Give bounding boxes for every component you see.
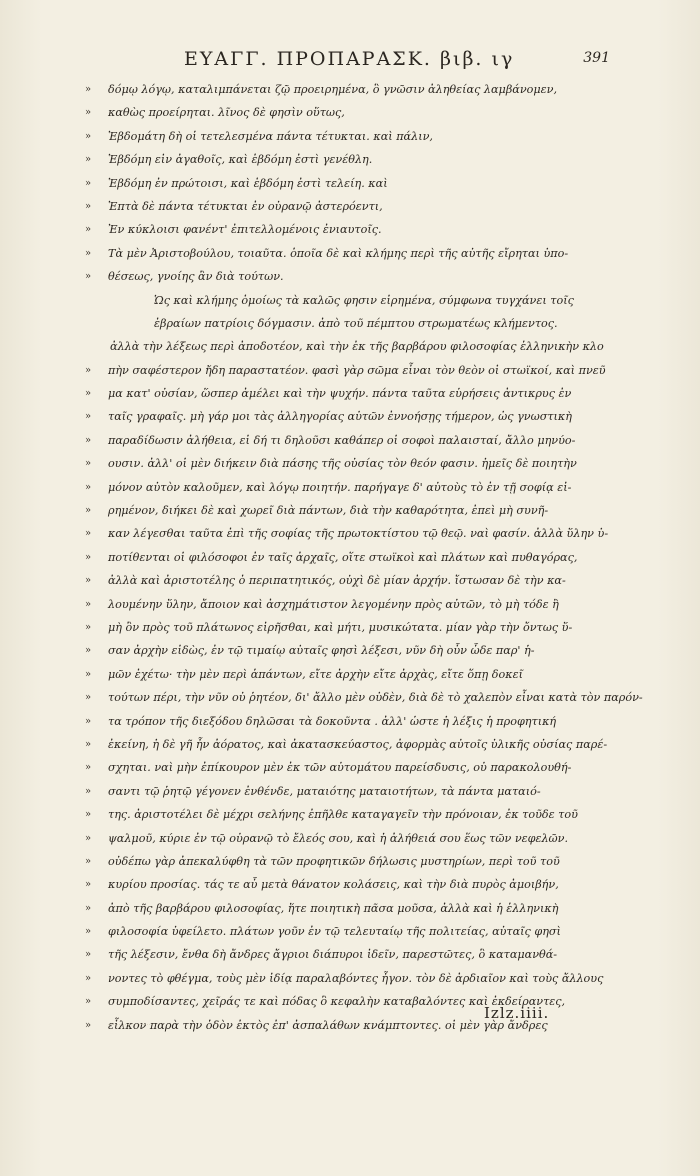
line-text: μα κατ' οὐσίαν, ὥσπερ ἀμέλει καὶ τὴν ψυχήν. πάντα ταῦτα εὑρήσεις ἀντικρυς ἐν	[108, 387, 572, 401]
text-line	[86, 756, 604, 779]
quotation-mark: »	[85, 271, 92, 283]
quotation-mark: »	[85, 598, 92, 610]
text-line	[86, 710, 604, 733]
line-text: τῆς λέξεσιν, ἔνθα δὴ ἄνδρες ἄγριοι διάπυροι ἰδεῖν, παρεστῶτες, ὃ καταμανθά-	[108, 948, 558, 962]
text-line	[86, 920, 604, 943]
line-text: παραδίδωσιν ἀλήθεια, εἰ δή τι δηλοῦσι καθάπερ οἱ σοφοὶ παλαισταί, ἄλλο μηνύο-	[108, 433, 576, 447]
quotation-mark: »	[85, 692, 92, 704]
line-text: τούτων πέρι, τὴν νῦν οὐ ῥητέον, δι' ἄλλο μὲν οὐδὲν, διὰ δὲ τὸ χαλεπὸν εἶναι κατὰ τὸν παρόν-	[108, 691, 643, 705]
quotation-mark: »	[85, 224, 92, 236]
text-line	[86, 101, 604, 124]
page-number: 391	[583, 50, 610, 66]
text-line	[86, 593, 604, 616]
line-text: Ὡς καὶ κλήμης ὁμοίως τὰ καλῶς φησιν εἰρημένα, σύμφωνα τυγχάνει τοῖς	[154, 293, 574, 307]
quotation-mark: »	[85, 434, 92, 446]
line-text: ρημένον, διήκει δὲ καὶ χωρεῖ διὰ πάντων, διὰ τὴν καθαρότητα, ἐπεὶ μὴ συνῆ-	[108, 504, 549, 518]
line-text: μὴ ὂν πρὸς τοῦ πλάτωνος εἰρῆσθαι, καὶ μήτι, μυσικώτατα. μίαν γὰρ τὴν ὄντως ὕ-	[108, 620, 573, 634]
line-text: ουσιν. ἀλλ' οἱ μὲν διήκειν διὰ πάσης τῆς οὐσίας τὸν θεόν φασιν. ἡμεῖς δὲ ποιητὴν	[108, 457, 577, 471]
text-line	[86, 218, 604, 241]
line-text: λουμένην ὕλην, ἄποιον καὶ ἀσχημάτιστον λεγομένην πρὸς αὐτῶν, τὸ μὴ τόδε ἢ	[108, 597, 559, 611]
quotation-mark: »	[85, 177, 92, 189]
text-line	[86, 780, 604, 803]
line-text: σχηται. ναὶ μὴν ἐπίκουρον μὲν ἐκ τῶν αὐτομάτου παρείσδυσις, οὐ παρακολουθή-	[108, 761, 572, 775]
quotation-mark: »	[85, 926, 92, 938]
line-text: νοντες τὸ φθέγμα, τοὺς μὲν ἰδίᾳ παραλαβόντες ἦγον. τὸν δὲ ἀρδιαῖον καὶ τοὺς ἄλλους	[108, 971, 604, 985]
line-text: της. ἀριστοτέλει δὲ μέχρι σελήνης ἐπῆλθε καταγαγεῖν τὴν πρόνοιαν, ἐκ τοῦδε τοῦ	[108, 808, 578, 822]
line-text: ταῖς γραφαῖς. μὴ γάρ μοι τὰς ἀλληγορίας αὐτῶν ἐννοήσῃς τήμερον, ὡς γνωστικὴ	[108, 410, 572, 424]
line-text: Ἑπτὰ δὲ πάντα τέτυκται ἐν οὐρανῷ ἀστερόεντι,	[108, 199, 383, 213]
quotation-mark: »	[85, 1019, 92, 1031]
text-line	[86, 195, 604, 218]
line-text: καθὼς προείρηται. λῖνος δὲ φησὶν οὕτως,	[108, 106, 345, 120]
text-line	[86, 359, 604, 382]
line-text: ἀλλὰ τὴν λέξεως περὶ ἀποδοτέον, καὶ τὴν ἐκ τῆς βαρβάρου φιλοσοφίας ἑλληνικὴν κλο	[110, 340, 604, 354]
text-line	[86, 897, 604, 920]
text-line	[86, 125, 604, 148]
text-line	[86, 172, 604, 195]
text-line	[86, 382, 604, 405]
text-line	[86, 663, 604, 686]
line-text: θέσεως, γνοίης ἂν διὰ τούτων.	[108, 270, 284, 284]
line-text: φιλοσοφία ὑφείλετο. πλάτων γοῦν ἐν τῷ τελευταίῳ τῆς πολιτείας, αὐταῖς φησὶ	[108, 925, 561, 939]
line-text: Τὰ μὲν Ἀριστοβούλου, τοιαῦτα. ὁποῖα δὲ καὶ κλήμης περὶ τῆς αὐτῆς εἴρηται ὑπο-	[108, 246, 569, 260]
quotation-mark: »	[85, 902, 92, 914]
line-text: εἷλκον παρὰ τὴν ὁδὸν ἐκτὸς ἐπ' ἀσπαλάθων κνάμπτοντες. οἱ μὲν γὰρ ἄνδρες	[108, 1018, 548, 1032]
quotation-mark: »	[85, 528, 92, 540]
line-text: Ἑβδόμη ἐν πρώτοισι, καὶ ἑβδόμη ἐστὶ τελείη. καὶ	[108, 176, 388, 190]
text-line	[86, 943, 604, 966]
text-line	[86, 289, 604, 312]
faded-stamp	[108, 1008, 152, 1025]
text-line	[86, 546, 604, 569]
text-line	[86, 850, 604, 873]
quotation-mark: »	[85, 458, 92, 470]
quotation-mark: »	[85, 621, 92, 633]
line-text: σαν ἀρχὴν εἰδὼς, ἐν τῷ τιμαίῳ αὐταῖς φησὶ λέξεσι, νῦν δὴ οὖν ὧδε παρ' ἡ-	[108, 644, 535, 658]
greek-text-block	[85, 78, 643, 1037]
quotation-mark: »	[85, 364, 92, 376]
quotation-mark: »	[85, 200, 92, 212]
text-line	[86, 405, 604, 428]
text-line	[86, 803, 604, 826]
text-line	[86, 148, 604, 171]
line-text: κυρίου προσίας. τάς τε αὖ μετὰ θάνατον κολάσεις, καὶ τὴν διὰ πυρὸς ἀμοιβήν,	[108, 878, 559, 892]
text-line	[85, 733, 608, 756]
quotation-mark: »	[85, 972, 92, 984]
quotation-mark: »	[85, 247, 92, 259]
line-text: καν λέγεσθαι ταῦτα ἐπὶ τῆς σοφίας τῆς πρωτοκτίστου τῷ θεῷ. ναὶ φασίν. ἀλλὰ ὕλην ὑ-	[108, 527, 609, 541]
text-line	[86, 639, 604, 662]
text-line	[86, 616, 604, 639]
line-text: ἑβραίων πατρίοις δόγμασιν. ἀπὸ τοῦ πέμπτου στρωματέως κλήμεντος.	[154, 316, 558, 330]
quotation-mark: »	[85, 107, 92, 119]
quotation-mark: »	[85, 645, 92, 657]
line-text: Ἑβδομάτη δὴ οἱ τετελεσμένα πάντα τέτυκται. καὶ πάλιν,	[108, 129, 433, 143]
quotation-mark: »	[85, 996, 92, 1008]
line-text: οὐδέπω γὰρ ἀπεκαλύφθη τὰ τῶν προφητικῶν δήλωσις μυστηρίων, περὶ τοῦ τοῦ	[108, 854, 560, 868]
line-text: πὴν σαφέστερον ἤδη παραστατέον. φασὶ γὰρ σῶμα εἶναι τὸν θεὸν οἱ στωϊκοί, καὶ πνεῦ	[108, 363, 606, 377]
text-line	[86, 569, 604, 592]
quotation-mark: »	[85, 762, 92, 774]
text-line	[86, 242, 604, 265]
quotation-mark: »	[85, 715, 92, 727]
line-text: μῶν ἐχέτω· τὴν μὲν περὶ ἁπάντων, εἴτε ἀρχὴν εἴτε ἀρχὰς, εἴτε ὅπῃ δοκεῖ	[108, 667, 523, 681]
text-line	[86, 312, 604, 335]
text-line	[86, 265, 604, 288]
line-text: ἀλλὰ καὶ ἀριστοτέλης ὁ περιπατητικός, οὐχὶ δὲ μίαν ἀρχήν. ἴστωσαν δὲ τὴν κα-	[108, 574, 566, 588]
text-line	[86, 967, 604, 990]
quotation-mark: »	[85, 84, 92, 95]
text-line	[86, 873, 604, 896]
text-line	[86, 429, 604, 452]
quotation-mark: »	[85, 388, 92, 400]
page-header	[80, 48, 610, 74]
line-text: ποτίθενται οἱ φιλόσοφοι ἐν ταῖς ἀρχαῖς, οἵτε στωϊκοὶ καὶ πλάτων καὶ πυθαγόρας,	[108, 550, 578, 564]
running-head: ΕΥΑΓΓ. ΠΡΟΠΑΡΑΣΚ. βιβ. ιγ	[184, 48, 515, 70]
quotation-mark: »	[85, 505, 92, 517]
line-text: ἐκείνη, ἡ δὲ γῆ ἦν ἀόρατος, καὶ ἀκατασκεύαστος, ἀφορμὰς αὐτοῖς ὑλικῆς οὐσίας παρέ-	[108, 737, 608, 751]
text-line	[86, 499, 604, 522]
line-text: τα τρόπον τῆς διεξόδου δηλῶσαι τὰ δοκοῦντα . ἀλλ' ὡστε ἡ λέξις ἡ προφητική	[108, 714, 557, 728]
quotation-mark: »	[85, 411, 92, 423]
quotation-mark: »	[85, 551, 92, 563]
quotation-mark: »	[85, 575, 92, 587]
line-text: συμποδίσαντες, χεῖράς τε καὶ πόδας ὃ κεφαλὴν καταβαλόντες καὶ ἐκδείραντες,	[108, 995, 566, 1009]
line-text: ψαλμοῦ, κύριε ἐν τῷ οὐρανῷ τὸ ἔλεός σου, καὶ ἡ ἀλήθειά σου ἕως τῶν νεφελῶν.	[108, 831, 569, 845]
text-line	[86, 78, 604, 101]
quotation-mark: »	[85, 481, 92, 493]
signature-mark: Izlz.iiii.	[484, 1004, 550, 1022]
text-line	[86, 476, 604, 499]
quotation-mark: »	[85, 855, 92, 867]
quotation-mark: »	[85, 130, 92, 142]
quotation-mark: »	[85, 879, 92, 891]
text-line	[86, 827, 604, 850]
quotation-mark: »	[85, 949, 92, 961]
line-text: Ἑβδόμη εἰν ἀγαθοῖς, καὶ ἑβδόμη ἐστὶ γενέθλη.	[108, 153, 373, 167]
line-text: μόνον αὐτὸν καλοῦμεν, καὶ λόγῳ ποιητήν. παρήγαγε δ' αὐτοὺς τὸ ἐν τῇ σοφίᾳ εἰ-	[108, 480, 572, 494]
line-text: Ἐν κύκλοισι φανέντ' ἐπιτελλομένοις ἐνιαυτοῖς.	[108, 223, 382, 237]
quotation-mark: »	[85, 154, 92, 166]
text-line	[86, 452, 604, 475]
quotation-mark: »	[85, 785, 92, 797]
text-line	[85, 686, 643, 709]
text-line	[86, 335, 604, 358]
quotation-mark: »	[85, 738, 92, 750]
line-text: δόμῳ λόγῳ, καταλιμπάνεται ζῷ προειρημένα, ὃ γνῶσιν ἀληθείας λαμβάνομεν,	[108, 83, 558, 96]
quotation-mark: »	[85, 809, 92, 821]
quotation-mark: »	[85, 668, 92, 680]
line-text: σαντι τῷ ῥητῷ γέγονεν ἐνθένδε, ματαιότης ματαιοτήτων, τὰ πάντα ματαιό-	[108, 784, 541, 798]
line-text: ἀπὸ τῆς βαρβάρου φιλοσοφίας, ἥτε ποιητικὴ πᾶσα μοῦσα, ἀλλὰ καὶ ἡ ἑλληνικὴ	[108, 901, 559, 915]
quotation-mark: »	[85, 832, 92, 844]
text-line	[85, 522, 609, 545]
